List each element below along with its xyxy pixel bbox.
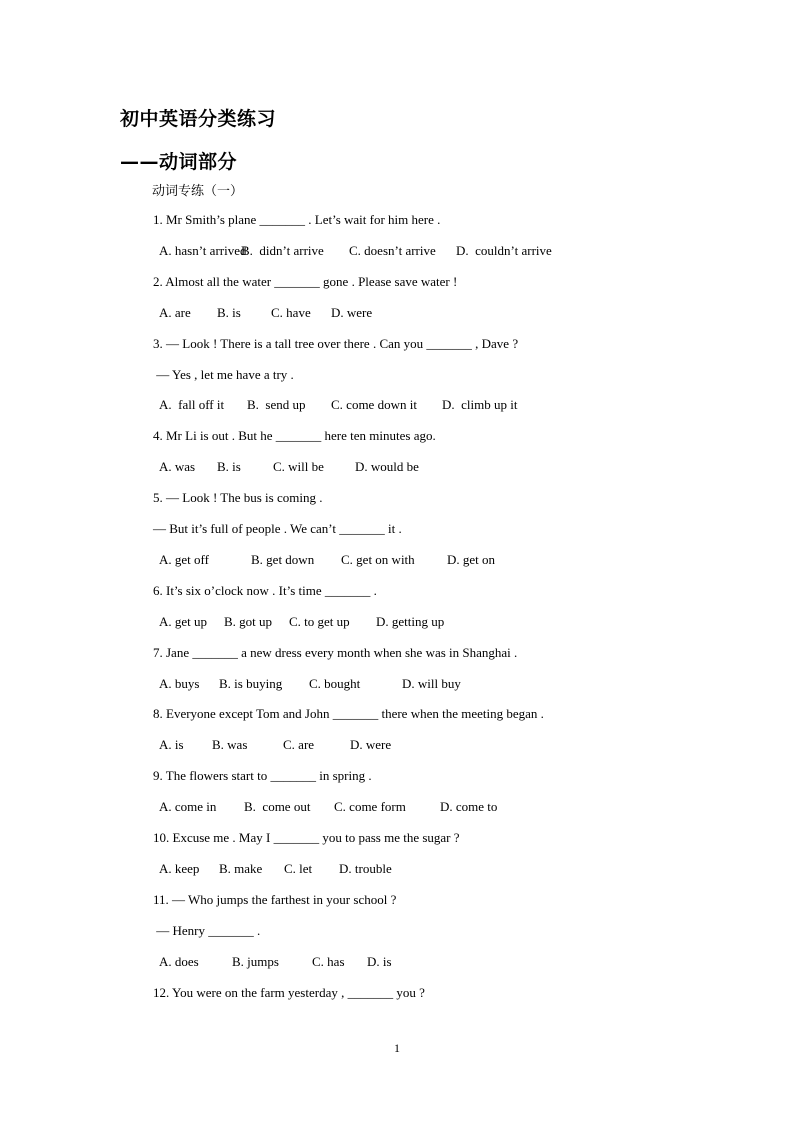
answer-option: A. does [159,953,199,969]
answer-options [159,952,659,972]
question-line: 10. Excuse me . May I _______ you to pass me the sugar ? [153,830,460,845]
answer-option: C. doesn’t arrive [349,242,436,258]
answer-option: C. come form [334,799,406,815]
answer-option: D. is [367,953,392,969]
answer-options [159,735,659,755]
answer-option: B. is buying [219,675,283,691]
answer-option: D. trouble [339,860,392,876]
answer-option: D. would be [355,459,419,475]
answer-option: D. will buy [402,675,461,691]
answer-option: B. get down [251,551,315,567]
answer-option: A. hasn’t arrived [159,242,247,258]
answer-options [159,550,659,570]
answer-option: A. is [159,737,184,753]
answer-option: A. fall off it [159,397,225,413]
answer-option: C. get on with [341,551,415,567]
answer-option: C. let [284,860,313,876]
answer-option: C. have [271,304,311,320]
answer-options [159,674,659,694]
page-number: 1 [394,1041,400,1055]
question-line: 6. It’s six o’clock now . It’s time _______ . [153,582,377,598]
answer-options [159,612,659,632]
answer-options [159,457,659,477]
document-title: 初中英语分类练习 [120,108,277,130]
answer-option: B. send up [247,397,306,413]
answer-option: D. climb up it [442,397,518,413]
answer-option: C. has [312,953,345,969]
question-line: 9. The flowers start to _______ in spring . [153,768,372,784]
answer-options [159,395,659,415]
answer-options [159,859,659,879]
answer-option: D. were [350,737,392,753]
answer-option: B. is [217,304,241,320]
answer-option: B. come out [244,799,311,815]
answer-option: D. couldn’t arrive [456,242,552,258]
answer-option: D. get on [447,551,496,567]
answer-options [159,303,659,323]
answer-option: B. jumps [232,953,279,969]
answer-option: C. will be [273,459,324,475]
answer-option: C. come down it [331,397,417,413]
question-line: 11. — Who jumps the farthest in your school ? [153,891,397,907]
question-line: 1. Mr Smith’s plane _______ . Let’s wait for him here . [153,212,441,227]
answer-options [159,241,659,261]
answer-option: B. is [217,459,241,475]
answer-option: A. was [159,459,196,475]
answer-option: C. bought [309,675,361,691]
question-line: 2. Almost all the water _______ gone . Please save water ! [153,273,458,289]
answer-option: A. come in [159,799,217,815]
answer-option: A. get up [159,613,208,629]
question-line: 3. — Look ! There is a tall tree over there . Can you _______ , Dave ? [153,335,519,351]
answer-option: A. buys [159,675,200,691]
question-line: — Henry _______ . [153,922,261,938]
section-heading: 动词专练（一） [152,184,244,199]
answer-option: B. was [212,737,248,753]
question-line: — But it’s full of people . We can’t _______ it . [153,521,402,536]
answer-option: C. are [283,737,315,753]
question-line: 4. Mr Li is out . But he _______ here ten minutes ago. [153,428,436,444]
answer-option: B. make [219,860,263,876]
question-line: 5. — Look ! The bus is coming . [153,490,323,506]
question-line: 8. Everyone except Tom and John _______ there when the meeting began . [153,706,544,722]
question-line: 12. You were on the farm yesterday , _______ you ? [153,984,425,1000]
answer-options [159,797,659,817]
answer-option: D. getting up [376,613,445,629]
question-line: 7. Jane _______ a new dress every month when she was in Shanghai . [153,644,518,660]
answer-option: B. got up [224,613,273,629]
answer-option: D. were [331,304,373,320]
answer-option: A. are [159,304,191,320]
answer-option: A. get off [159,551,209,567]
answer-option: D. come to [440,799,498,815]
answer-option: A. keep [159,860,200,876]
document-subtitle: ——动词部分 [120,151,238,173]
answer-option: B. didn’t arrive [241,242,324,258]
question-line: — Yes , let me have a try . [153,366,294,382]
answer-option: C. to get up [289,613,350,629]
